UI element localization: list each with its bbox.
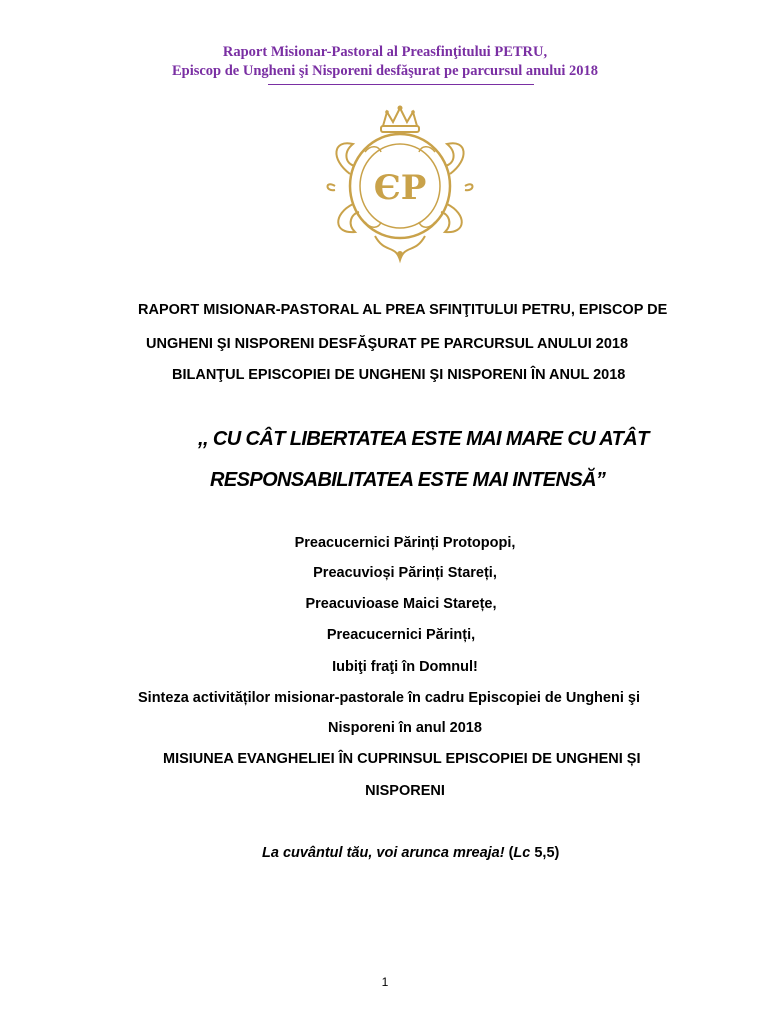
greeting-parinti: Preacucernici Părinți, [326,627,476,643]
motto-ref-verse: 5,5) [530,845,560,861]
header-line-2: Episcop de Ungheni şi Nisporeni desfăşurat pe parcursul anului 2018 [171,63,599,79]
synthesis-line-2: Nisporeni în anul 2018 [328,720,482,736]
motto-text: La cuvântul tău, voi arunca mreaja! [262,845,505,861]
motto-ref-open: ( [504,845,514,861]
page-number: 1 [381,975,389,989]
greeting-maici-starete: Preacuvioase Maici Starețe, [305,596,497,612]
greeting-frati: Iubiţi fraţi în Domnul! [332,659,478,675]
header-line-1: Raport Misionar-Pastoral al Preasfinţitului PETRU, [222,44,548,60]
report-subtitle: BILANŢUL EPISCOPIEI DE UNGHENI ŞI NISPORENI ÎN ANUL 2018 [172,367,626,383]
greeting-protopopi: Preacucernici Părinți Protopopi, [294,535,516,551]
header-divider [268,84,534,85]
logo-monogram: ЄР [373,168,427,208]
episcopal-crown-monogram-icon [325,104,475,264]
scripture-motto [262,845,559,861]
quote-line-1: ,, CU CÂT LIBERTATEA ESTE MAI MARE CU ATÂT [198,428,649,450]
greeting-stareti: Preacuvioși Părinți Stareți, [313,565,497,581]
report-title-line-2: UNGHENI ŞI NISPORENI DESFĂŞURAT PE PARCURSUL ANULUI 2018 [146,336,629,352]
mission-heading-line-2: NISPORENI [365,783,445,799]
mission-heading-line-1: MISIUNEA EVANGHELIEI ÎN CUPRINSUL EPISCOPIEI DE UNGHENI ȘI [163,751,641,767]
motto-ref-book: Lc [513,845,531,861]
quote-line-2: RESPONSABILITATEA ESTE MAI INTENSĂ” [210,469,606,491]
synthesis-line-1: Sinteza activităților misionar-pastorale în cadru Episcopiei de Ungheni şi [138,690,640,706]
report-title-line-1: RAPORT MISIONAR-PASTORAL AL PREA SFINŢITULUI PETRU, EPISCOP DE [138,302,668,318]
